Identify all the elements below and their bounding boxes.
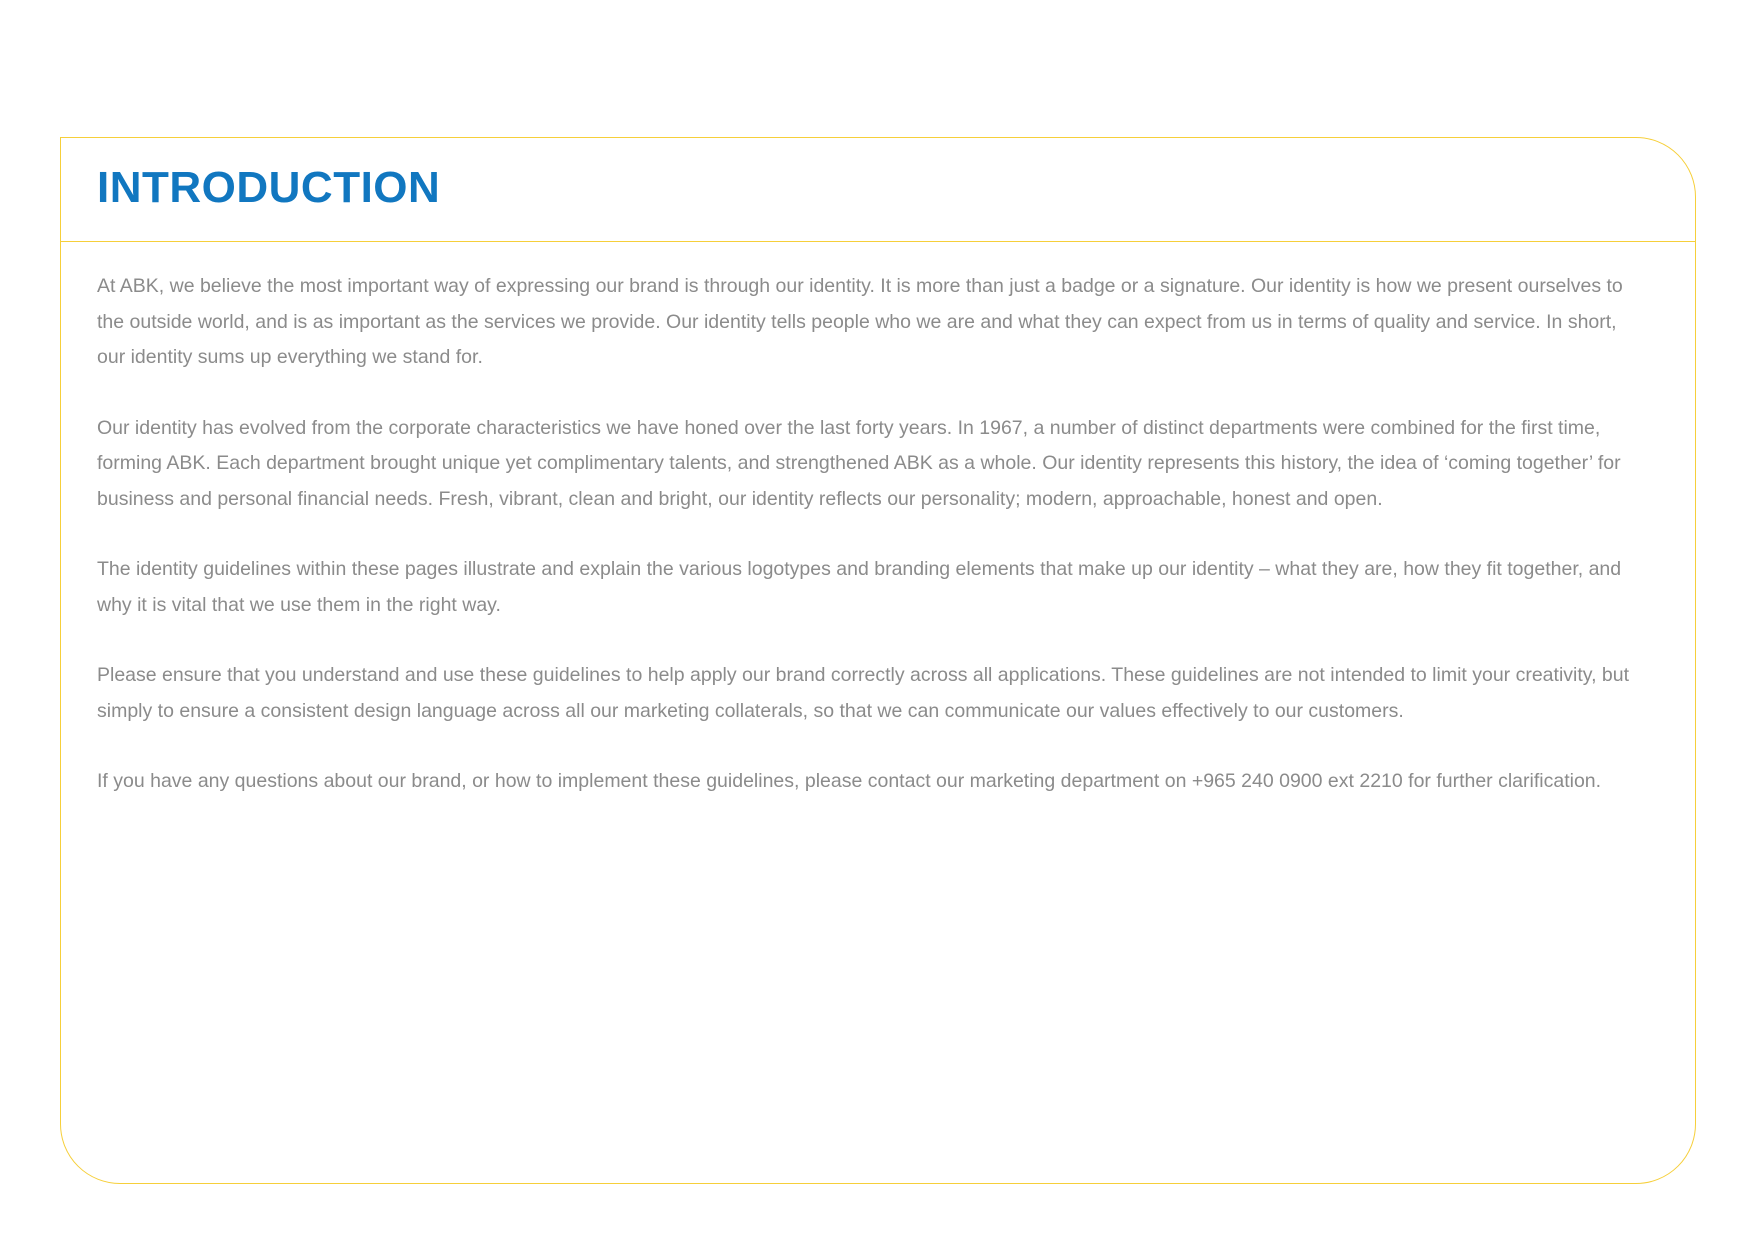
paragraph-history: Our identity has evolved from the corporate characteristics we have honed over the last forty years. In 1967, a number of distinct departments were combined for the first time, forming ABK. Each department brought unique yet complimentary talents, and strengthened ABK as a whole. Our identity represents this history, the idea of ‘coming together’ for business and personal financial needs. Fresh, vibrant, clean and bright, our identity reflects our personality; modern, approachable, honest and open. — [97, 416, 1621, 510]
title-bar — [61, 138, 1695, 242]
body-text — [97, 269, 1637, 835]
content-frame — [60, 137, 1696, 1184]
page-title: INTRODUCTION — [97, 163, 441, 212]
paragraph-guidelines: The identity guidelines within these pages illustrate and explain the various logotypes and branding elements that make up our identity – what they are, how they fit together, and why it is vital that we use them in the right way. — [97, 558, 1622, 616]
paragraph-contact: If you have any questions about our brand, or how to implement these guidelines, please contact our marketing department on +965 240 0900 ext 2210 for further clarification. — [97, 770, 1602, 792]
paragraph-usage: Please ensure that you understand and use these guidelines to help apply our brand correctly across all applications. These guidelines are not intended to limit your creativity, but simply to ensure a consistent design language across all our marketing collaterals, so that we can communicate our values effectively to our customers. — [97, 664, 1630, 722]
paragraph-intro: At ABK, we believe the most important way of expressing our brand is through our identity. It is more than just a badge or a signature. Our identity is how we present ourselves to the outside world, and is as important as the services we provide. Our identity tells people who we are and what they can expect from us in terms of quality and service. In short, our identity sums up everything we stand for. — [97, 275, 1623, 368]
